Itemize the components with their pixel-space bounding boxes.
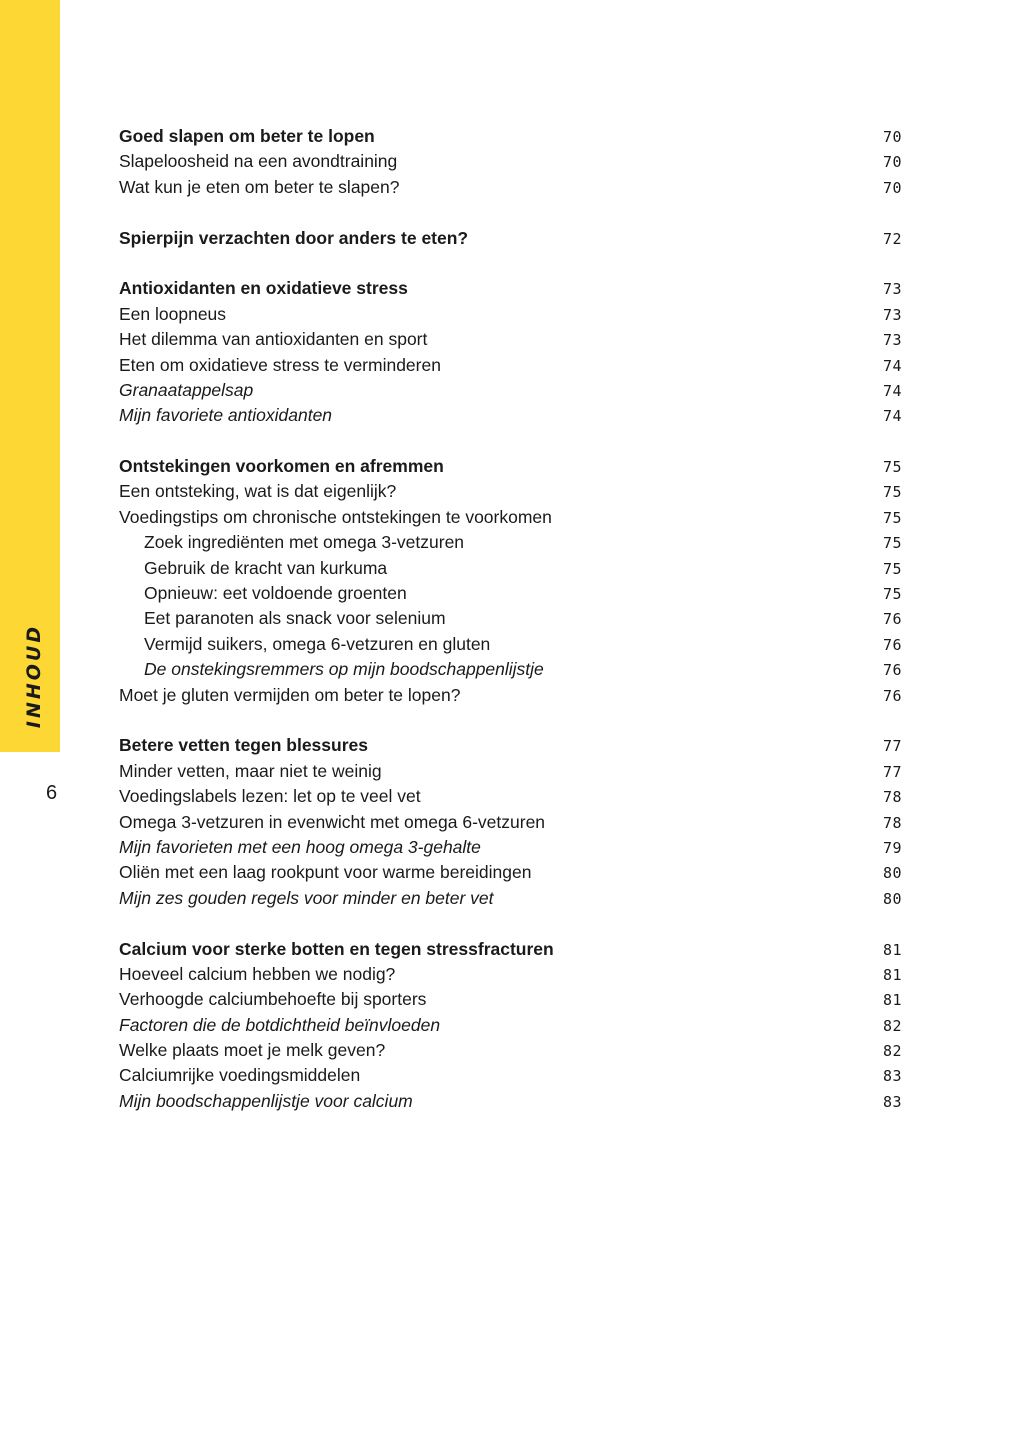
toc-entry xyxy=(119,556,902,581)
toc-entry-page: 74 xyxy=(882,381,902,400)
toc-entry-title: Hoeveel calcium hebben we nodig? xyxy=(119,963,396,984)
toc-entry-title: Zoek ingrediënten met omega 3-vetzuren xyxy=(144,532,465,553)
toc-section xyxy=(119,454,902,708)
toc-entry xyxy=(119,886,902,911)
toc-entry-title: Verhoogde calciumbehoefte bij sporters xyxy=(119,989,427,1010)
toc-entry-title: De onstekingsremmers op mijn boodschappenlijstje xyxy=(144,659,544,680)
toc-entry-title: Mijn favoriete antioxidanten xyxy=(119,405,333,426)
toc-entry xyxy=(119,149,902,174)
toc-entry-title: Een loopneus xyxy=(119,303,227,324)
toc-entry-title: Spierpijn verzachten door anders te eten? xyxy=(119,227,469,248)
toc-entry-page: 70 xyxy=(882,128,902,146)
toc-entry-title: Gebruik de kracht van kurkuma xyxy=(144,557,388,578)
toc-entry-title: Omega 3-vetzuren in evenwicht met omega 6-vetzuren xyxy=(119,811,546,832)
toc-entry-page: 76 xyxy=(882,610,902,629)
toc-entry-title: Calciumrijke voedingsmiddelen xyxy=(119,1065,361,1086)
toc-entry-page: 81 xyxy=(882,940,902,959)
toc-entry xyxy=(119,530,902,555)
toc-entry xyxy=(119,327,902,352)
toc-heading xyxy=(119,454,902,479)
toc-entry-title: Goed slapen om beter te lopen xyxy=(119,126,375,146)
toc-entry-page: 82 xyxy=(882,1042,902,1061)
toc-entry-page: 76 xyxy=(882,661,902,680)
toc-entry-page: 74 xyxy=(882,356,902,375)
toc-entry-page: 82 xyxy=(882,1016,902,1035)
toc-section xyxy=(119,733,902,911)
toc-entry-page: 75 xyxy=(882,483,902,502)
toc-entry-title: Oliën met een laag rookpunt voor warme bereidingen xyxy=(119,862,532,883)
toc-entry-page: 75 xyxy=(882,534,902,553)
toc-entry-page: 75 xyxy=(882,458,902,477)
toc-entry xyxy=(119,683,902,708)
toc-entry-title: Moet je gluten vermijden om beter te lopen? xyxy=(119,684,461,705)
toc-entry xyxy=(119,606,902,631)
page-number: 6 xyxy=(46,782,58,804)
table-of-contents xyxy=(119,124,902,1140)
toc-heading xyxy=(119,226,902,251)
toc-entry-title: Granaatappelsap xyxy=(119,379,254,400)
toc-entry xyxy=(119,810,902,835)
toc-section xyxy=(119,226,902,251)
toc-entry xyxy=(119,657,902,682)
toc-entry xyxy=(119,987,902,1012)
section-label: INHOUD xyxy=(23,623,45,729)
toc-entry-page: 78 xyxy=(882,788,902,807)
toc-entry xyxy=(119,860,902,885)
toc-entry-page: 75 xyxy=(882,508,902,527)
toc-entry-page: 83 xyxy=(882,1067,902,1086)
toc-heading xyxy=(119,124,902,149)
toc-entry-title: Betere vetten tegen blessures xyxy=(119,735,368,756)
toc-entry xyxy=(119,403,902,428)
toc-entry-title: Minder vetten, maar niet te weinig xyxy=(119,760,382,781)
toc-entry-title: Eet paranoten als snack voor selenium xyxy=(144,608,446,629)
toc-entry-title: Factoren die de botdichtheid beïnvloeden xyxy=(119,1014,441,1035)
toc-entry xyxy=(119,353,902,378)
toc-section xyxy=(119,276,902,428)
toc-entry-page: 70 xyxy=(882,153,902,172)
toc-entry-page: 73 xyxy=(882,305,902,324)
toc-entry xyxy=(119,1089,902,1114)
toc-entry-page: 72 xyxy=(882,229,902,248)
toc-entry xyxy=(119,175,902,200)
toc-entry-title: Ontstekingen voorkomen en afremmen xyxy=(119,456,444,477)
toc-entry-title: Calcium voor sterke botten en tegen stressfracturen xyxy=(119,938,554,959)
toc-section xyxy=(119,937,902,1115)
toc-heading xyxy=(119,937,902,962)
toc-entry-page: 81 xyxy=(882,991,902,1010)
toc-entry-page: 80 xyxy=(882,889,902,908)
toc-entry-title: Opnieuw: eet voldoende groenten xyxy=(144,583,407,604)
toc-entry xyxy=(119,479,902,504)
toc-entry xyxy=(119,962,902,987)
toc-entry-page: 77 xyxy=(882,737,902,756)
toc-entry-page: 78 xyxy=(882,813,902,832)
toc-entry xyxy=(119,378,902,403)
toc-entry-title: Voedingstips om chronische ontstekingen te voorkomen xyxy=(119,506,552,527)
toc-entry-title: Mijn zes gouden regels voor minder en beter vet xyxy=(119,887,494,908)
toc-entry-page: 77 xyxy=(882,762,902,781)
toc-entry xyxy=(119,1038,902,1063)
toc-entry-page: 76 xyxy=(882,686,902,705)
toc-entry-page: 83 xyxy=(882,1092,902,1111)
toc-heading xyxy=(119,276,902,301)
toc-entry-title: Mijn favorieten met een hoog omega 3-gehalte xyxy=(119,836,481,857)
toc-entry xyxy=(119,759,902,784)
toc-entry-title: Eten om oxidatieve stress te verminderen xyxy=(119,354,441,375)
toc-entry-page: 73 xyxy=(882,280,902,299)
toc-entry xyxy=(119,302,902,327)
toc-entry xyxy=(119,505,902,530)
toc-entry-page: 76 xyxy=(882,635,902,654)
toc-entry xyxy=(119,632,902,657)
toc-entry-page: 70 xyxy=(882,178,902,197)
toc-entry xyxy=(119,784,902,809)
toc-entry-page: 74 xyxy=(882,407,902,426)
toc-entry xyxy=(119,581,902,606)
toc-entry-title: Wat kun je eten om beter te slapen? xyxy=(119,176,400,197)
toc-entry-title: Mijn boodschappenlijstje voor calcium xyxy=(119,1090,413,1111)
toc-entry-title: Het dilemma van antioxidanten en sport xyxy=(119,329,428,350)
toc-entry-title: Een ontsteking, wat is dat eigenlijk? xyxy=(119,481,397,502)
toc-entry-title: Voedingslabels lezen: let op te veel vet xyxy=(119,786,421,807)
toc-entry-title: Vermijd suikers, omega 6-vetzuren en gluten xyxy=(144,633,491,654)
toc-entry xyxy=(119,1013,902,1038)
toc-entry-title: Slapeloosheid na een avondtraining xyxy=(119,151,398,172)
toc-entry-page: 75 xyxy=(882,585,902,604)
toc-entry-page: 80 xyxy=(882,864,902,883)
toc-entry xyxy=(119,1063,902,1088)
toc-entry-page: 81 xyxy=(882,965,902,984)
toc-entry-page: 73 xyxy=(882,331,902,350)
toc-heading xyxy=(119,733,902,758)
toc-entry-page: 75 xyxy=(882,559,902,578)
toc-entry xyxy=(119,835,902,860)
toc-section xyxy=(119,124,902,200)
toc-entry-page: 79 xyxy=(882,838,902,857)
toc-entry-title: Welke plaats moet je melk geven? xyxy=(119,1040,386,1061)
toc-entry-title: Antioxidanten en oxidatieve stress xyxy=(119,278,408,299)
